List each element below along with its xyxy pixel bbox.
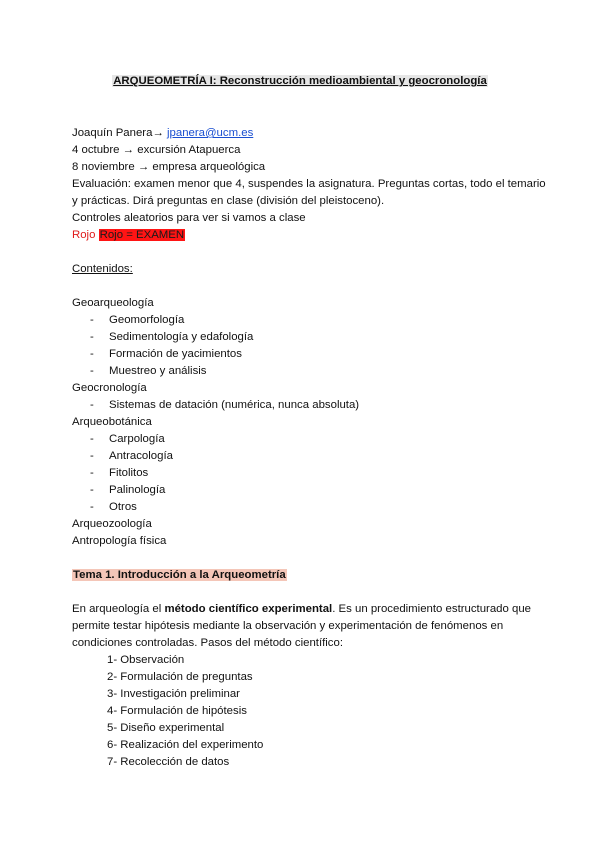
arrow-icon: → [119, 144, 138, 156]
list-item: Muestreo y análisis [109, 365, 207, 377]
step-item: 2- Formulación de preguntas [107, 671, 253, 683]
email-link[interactable]: jpanera@ucm.es [167, 127, 254, 139]
step-item: 6- Realización del experimento [107, 739, 264, 751]
tema1-paragraph-line-3: condiciones controladas. Pasos del método científico: [72, 637, 344, 649]
date-line-2 [72, 159, 265, 175]
tema1-paragraph-line-1 [72, 601, 531, 617]
evaluation-line-3: Controles aleatorios para ver si vamos a clase [72, 212, 306, 224]
section-geocronologia: Geocronología [72, 382, 147, 394]
evaluation-line-2: y prácticas. Dirá preguntas en clase (división del pleistoceno). [72, 195, 385, 207]
list-item: Geomorfología [109, 314, 185, 326]
bullet-dash: - [90, 331, 94, 343]
bullet-dash: - [90, 314, 94, 326]
date-day: 8 noviembre [72, 161, 135, 173]
section-antropologia-fisica: Antropología física [72, 535, 167, 547]
list-item: Antracología [109, 450, 173, 462]
document-title [0, 73, 600, 89]
bullet-dash: - [90, 399, 94, 411]
list-item: Fitolitos [109, 467, 149, 479]
tema1-heading-text: Tema 1. Introducción a la Arqueometría [73, 569, 286, 581]
contact-name: Joaquín Panera [72, 127, 153, 139]
rojo-highlight: Rojo = EXAMEN [99, 229, 185, 241]
step-item: 7- Recolección de datos [107, 756, 230, 768]
step-item: 3- Investigación preliminar [107, 688, 240, 700]
bullet-dash: - [90, 501, 94, 513]
date-text: empresa arqueológica [152, 161, 266, 173]
bullet-dash: - [90, 348, 94, 360]
list-item: Palinología [109, 484, 166, 496]
bullet-dash: - [90, 467, 94, 479]
date-line-1 [72, 142, 240, 158]
para-text: . Es un procedimiento estructurado que [332, 603, 532, 615]
bullet-dash: - [90, 450, 94, 462]
step-item: 1- Observación [107, 654, 185, 666]
bullet-dash: - [90, 365, 94, 377]
date-text: excursión Atapuerca [137, 144, 241, 156]
evaluation-line-1: Evaluación: examen menor que 4, suspendes la asignatura. Preguntas cortas, todo el temario [72, 178, 546, 190]
rojo-label: Rojo [72, 229, 96, 241]
bullet-dash: - [90, 433, 94, 445]
section-geoarqueologia: Geoarqueología [72, 297, 154, 309]
list-item: Sistemas de datación (numérica, nunca absoluta) [109, 399, 360, 411]
section-arqueozoologia: Arqueozoología [72, 518, 152, 530]
section-arqueobotanica: Arqueobotánica [72, 416, 152, 428]
para-bold-text: método científico experimental [164, 603, 333, 615]
bullet-dash: - [90, 484, 94, 496]
tema1-heading [72, 567, 287, 583]
step-item: 4- Formulación de hipótesis [107, 705, 247, 717]
arrow-icon: → [152, 127, 167, 139]
tema1-paragraph-line-2: permite testar hipótesis mediante la observación y experimentación de fenómenos en [72, 620, 504, 632]
list-item: Otros [109, 501, 137, 513]
list-item: Sedimentología y edafología [109, 331, 254, 343]
legend-line [72, 227, 185, 243]
step-item: 5- Diseño experimental [107, 722, 225, 734]
para-text: En arqueología el [72, 603, 165, 615]
arrow-icon: → [134, 161, 153, 173]
list-item: Formación de yacimientos [109, 348, 242, 360]
title-text: ARQUEOMETRÍA I: Reconstrucción medioambiental y geocronología [113, 75, 487, 87]
contact-line [72, 125, 253, 141]
date-day: 4 octubre [72, 144, 120, 156]
list-item: Carpología [109, 433, 165, 445]
contents-heading: Contenidos: [72, 263, 133, 275]
